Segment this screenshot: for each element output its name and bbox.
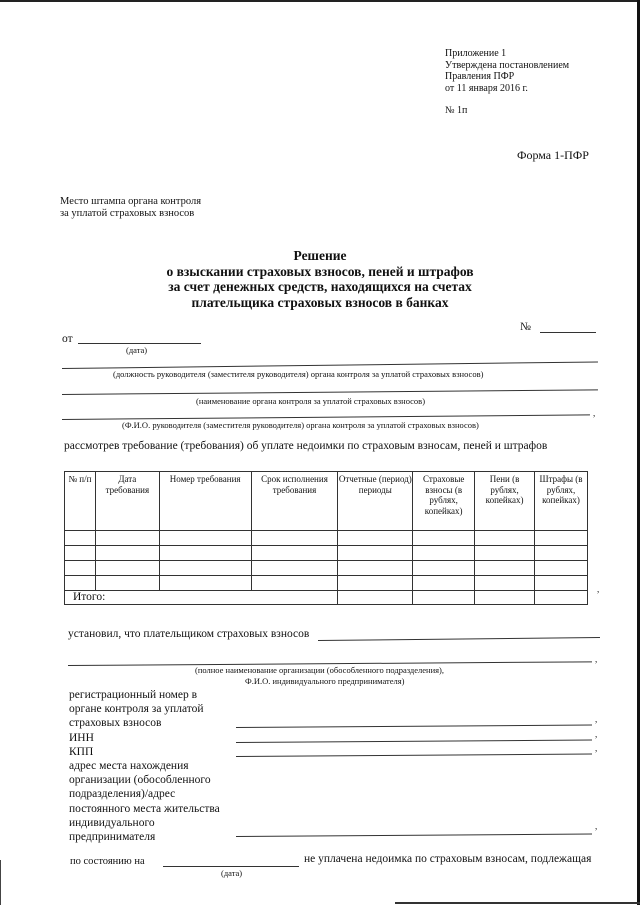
- stamp-line: Место штампа органа контроля: [60, 196, 202, 207]
- table-cell[interactable]: [475, 546, 535, 561]
- decision-number-field[interactable]: [540, 332, 596, 333]
- address-label: индивидуального: [69, 816, 155, 829]
- table-cell[interactable]: [159, 546, 251, 561]
- title-line: Решение: [293, 248, 347, 263]
- table-header-row: [65, 472, 588, 531]
- table-row: [65, 546, 588, 561]
- decision-number-label: №: [520, 321, 531, 333]
- table-cell[interactable]: [251, 576, 338, 591]
- authority-caption: (наименование органа контроля за уплатой страховых взносов): [196, 396, 426, 406]
- comma: ,: [595, 714, 598, 724]
- comma: ,: [595, 729, 598, 739]
- address-label: подразделения)/адрес: [69, 788, 176, 801]
- table-cell[interactable]: [535, 546, 588, 561]
- table-cell[interactable]: [413, 561, 475, 576]
- as-of-date-caption: (дата): [221, 868, 243, 878]
- table-cell[interactable]: [251, 531, 338, 546]
- stamp-placeholder: [60, 196, 201, 220]
- date-caption: (дата): [126, 345, 148, 355]
- column-header: Срок исполнения требования: [251, 472, 338, 531]
- scan-edge-top: [0, 0, 640, 2]
- title-line: за счет денежных средств, находящихся на счетах: [168, 279, 472, 294]
- table-cell[interactable]: [413, 546, 475, 561]
- inn-label: ИНН: [69, 731, 94, 744]
- table-cell[interactable]: [95, 531, 159, 546]
- address-label: предпринимателя: [69, 831, 156, 844]
- table-cell[interactable]: [159, 531, 251, 546]
- table-cell[interactable]: [95, 561, 159, 576]
- approval-line: Утверждена постановлением: [445, 59, 570, 71]
- table-cell[interactable]: [159, 576, 251, 591]
- comma: ,: [595, 743, 598, 753]
- table-cell[interactable]: [95, 546, 159, 561]
- column-header: Дата требования: [95, 472, 159, 531]
- table-cell[interactable]: [338, 576, 413, 591]
- head-name-caption: (Ф.И.О. руководителя (заместителя руководителя) органа контроля за уплатой страховых взносов): [122, 420, 479, 430]
- table-cell[interactable]: [413, 576, 475, 591]
- comma: ,: [595, 821, 598, 831]
- inn-field[interactable]: [236, 740, 592, 743]
- table-cell[interactable]: [95, 576, 159, 591]
- authority-field[interactable]: [62, 389, 598, 395]
- address-label: постоянного места жительства: [69, 802, 220, 815]
- payer-name-field[interactable]: [318, 637, 600, 641]
- address-label: организации (обособленного: [69, 774, 211, 787]
- arrears-text: не уплачена недоимка по страховым взносам, подлежащая: [304, 853, 592, 865]
- position-field[interactable]: [62, 361, 598, 369]
- column-header: № п/п: [65, 472, 96, 531]
- reg-number-label: регистрационный номер в: [69, 689, 198, 701]
- reg-number-field[interactable]: [236, 725, 592, 728]
- column-header: Страховые взносы (в рублях, копейках): [413, 472, 475, 531]
- requirements-table: [64, 471, 588, 605]
- approval-block: [445, 48, 569, 94]
- table-cell[interactable]: [535, 576, 588, 591]
- address-label: адрес места нахождения: [69, 760, 189, 773]
- title-line: плательщика страховых взносов в банках: [191, 294, 449, 310]
- table-cell[interactable]: [338, 546, 413, 561]
- table-cell[interactable]: [475, 561, 535, 576]
- table-row: [65, 561, 588, 576]
- table-cell[interactable]: [338, 561, 413, 576]
- scan-edge-left: [0, 860, 1, 905]
- decision-date-field[interactable]: [78, 343, 201, 344]
- reg-number-label: страховых взносов: [69, 717, 162, 730]
- payer-caption-line2: Ф.И.О. индивидуального предпринимателя): [245, 676, 405, 686]
- position-caption: (должность руководителя (заместителя руководителя) органа контроля за уплатой страховых взносов): [113, 369, 484, 379]
- table-cell[interactable]: [413, 531, 475, 546]
- document-title: [150, 248, 490, 310]
- comma: ,: [593, 408, 596, 418]
- column-header: Отчетные (период) периоды: [338, 472, 413, 531]
- stamp-line: за уплатой страховых взносов: [60, 208, 195, 219]
- table-cell[interactable]: [65, 546, 96, 561]
- reg-number-label: органе контроля за уплатой: [69, 703, 204, 716]
- approval-line: Правления ПФР: [445, 71, 515, 82]
- table-cell[interactable]: [535, 561, 588, 576]
- from-label: от: [62, 333, 73, 345]
- address-field[interactable]: [236, 834, 592, 837]
- form-name: Форма 1-ПФР: [517, 148, 589, 162]
- total-cell[interactable]: [535, 591, 588, 605]
- total-cell[interactable]: [413, 591, 475, 605]
- comma: ,: [597, 584, 600, 594]
- table-cell[interactable]: [251, 561, 338, 576]
- table-cell[interactable]: [475, 531, 535, 546]
- payer-caption-line1: (полное наименование организации (обособленного подразделения),: [195, 665, 445, 675]
- approval-line: Приложение 1: [445, 48, 507, 59]
- as-of-label: по состоянию на: [70, 856, 145, 867]
- column-header: Пени (в рублях, копейках): [475, 472, 535, 531]
- total-cell[interactable]: [475, 591, 535, 605]
- approval-number: № 1п: [445, 105, 468, 116]
- established-text: установил, что плательщиком страховых взносов: [68, 628, 310, 640]
- table-cell[interactable]: [65, 531, 96, 546]
- table-total-row: [65, 591, 588, 605]
- table-cell[interactable]: [65, 576, 96, 591]
- payer-fields-labels: [69, 688, 220, 844]
- column-header: Штрафы (в рублях, копейках): [535, 472, 588, 531]
- table-cell[interactable]: [535, 531, 588, 546]
- kpp-field[interactable]: [236, 754, 592, 757]
- kpp-label: КПП: [69, 745, 94, 758]
- column-header: Номер требования: [159, 472, 251, 531]
- total-cell[interactable]: [338, 591, 413, 605]
- table-cell[interactable]: [475, 576, 535, 591]
- table-row: [65, 531, 588, 546]
- title-line: о взыскании страховых взносов, пеней и штрафов: [166, 263, 474, 279]
- table-cell[interactable]: [65, 561, 96, 576]
- total-label: Итого:: [65, 591, 338, 605]
- table-cell[interactable]: [251, 546, 338, 561]
- comma: ,: [595, 654, 598, 664]
- as-of-date-field[interactable]: [163, 866, 299, 867]
- approval-line: от 11 января 2016 г.: [445, 82, 528, 94]
- table-cell[interactable]: [159, 561, 251, 576]
- table-cell[interactable]: [338, 531, 413, 546]
- considered-text: рассмотрев требование (требования) об уплате недоимки по страховым взносам, пеней и штрафов: [64, 440, 548, 452]
- table-row: [65, 576, 588, 591]
- scan-edge-bottom: [395, 902, 640, 904]
